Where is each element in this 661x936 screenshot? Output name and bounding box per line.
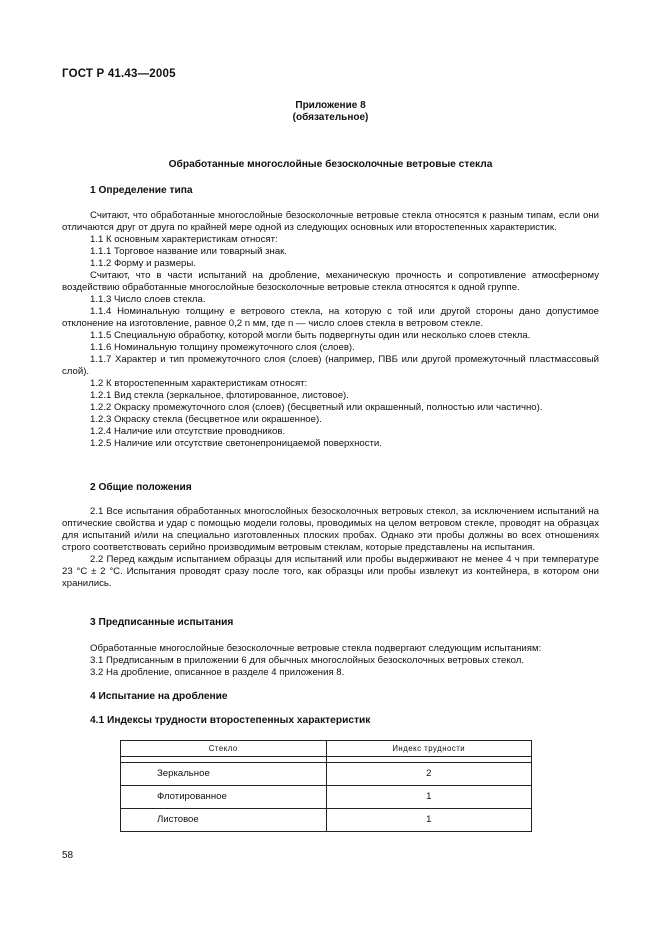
appendix-title: Приложение 8 [295, 100, 366, 111]
paragraph: 1.1.4 Номинальную толщину e ветрового стекла, на которую с той или другой стороны дано допустимое отклонение на изготовление, равное 0,2 n мм, где n — число слоев стекла в ветровом стекле. [62, 306, 599, 329]
table-cell-index: 2 [326, 763, 532, 786]
document-title: Обработанные многослойные безосколочные ветровые стекла [168, 159, 493, 170]
section-3-body [62, 643, 599, 679]
list-item: 1.2.3 Окраску стекла (бесцветное или окрашенное). [90, 414, 322, 425]
column-header-glass: Стекло [121, 741, 327, 757]
table-cell-glass: Флотированное [121, 786, 327, 809]
section-1-body [62, 210, 599, 450]
section-heading: 3 Предписанные испытания [90, 617, 234, 628]
list-item: 1.1 К основным характеристикам относят: [90, 234, 278, 245]
section-heading: 1 Определение типа [90, 185, 193, 196]
list-item: 1.2.1 Вид стекла (зеркальное, флотированное, листовое). [90, 390, 349, 401]
paragraph: Считают, что в части испытаний на дробление, механическую прочность и сопротивление атмосферному воздействию обработанные многослойные безосколочные ветровые стекла относятся к одной группе. [62, 270, 599, 293]
paragraph: 1.1.7 Характер и тип промежуточного слоя (слоев) (например, ПВБ или другой промежуточный пластмассовый слой). [62, 354, 599, 377]
list-item: 1.2.2 Окраску промежуточного слоя (слоев) (бесцветный или окрашенный, полностью или частично). [90, 402, 543, 413]
subsection-heading: 4.1 Индексы трудности второстепенных характеристик [90, 715, 371, 726]
list-item: 3.2 На дробление, описанное в разделе 4 приложения 8. [90, 667, 345, 678]
page-number: 58 [62, 850, 74, 861]
list-item: 1.2 К второстепенным характеристикам относят: [90, 378, 308, 389]
appendix-subtitle: (обязательное) [292, 112, 369, 123]
paragraph: 2.1 Все испытания обработанных многослойных безосколочных ветровых стекол, за исключением испытаний на оптические свойства и удар с помощью модели головы, проводимых на целом ветровом стекле, проводят на образцах для испытаний и/или на специально изготовленных плоских пробах. Однако эти пробы должны во всех отношениях строго соответствовать серийно производимым ветровым стеклам, которые представлены на испытания. [62, 506, 599, 553]
table-cell-glass: Зеркальное [121, 763, 327, 786]
section-3-heading-block [62, 617, 599, 629]
column-header-index: Индекс трудности [326, 741, 532, 757]
appendix-label [0, 100, 661, 124]
list-item: 1.1.6 Номинальную толщину промежуточного слоя (слоев). [90, 342, 355, 353]
table-cell-glass: Листовое [121, 809, 327, 832]
list-item: 3.1 Предписанным в приложении 6 для обычных многослойных безосколочных ветровых стекол. [90, 655, 525, 666]
table-row [121, 763, 532, 786]
paragraph: 2.2 Перед каждым испытанием образцы для испытаний или пробы выдерживают не менее 4 ч при температуре 23 °С ± 2 °С. Испытания проводят сразу после того, как образцы или пробы извлекут из контейнера, в котором они хранились. [62, 554, 599, 589]
table-row [121, 786, 532, 809]
document-header: ГОСТ Р 41.43—2005 [62, 68, 176, 80]
list-item: 1.2.4 Наличие или отсутствие проводников. [90, 426, 286, 437]
table-cell-index: 1 [326, 809, 532, 832]
list-item: 1.1.2 Форму и размеры. [90, 258, 196, 269]
paragraph: Считают, что обработанные многослойные безосколочные ветровые стекла относятся к разным типам, если они отличаются друг от друга по крайней мере одной из следующих основных или второстепенных характеристик. [62, 210, 599, 233]
list-item: 1.1.3 Число слоев стекла. [90, 294, 206, 305]
section-2-body [62, 506, 599, 590]
list-item: 1.2.5 Наличие или отсутствие светонепроницаемой поверхности. [90, 438, 382, 449]
difficulty-index-table [120, 740, 532, 832]
section-4-heading-block [62, 691, 599, 703]
section-2-heading-block [62, 482, 599, 494]
subsection-4-1-block [62, 715, 599, 727]
table-header-row [121, 741, 532, 757]
table-cell-index: 1 [326, 786, 532, 809]
section-1-heading-block [62, 185, 599, 197]
section-heading: 2 Общие положения [90, 482, 192, 493]
list-item: 1.1.1 Торговое название или товарный знак. [90, 246, 288, 257]
paragraph: Обработанные многослойные безосколочные ветровые стекла подвергают следующим испытаниям: [90, 643, 542, 654]
table-row [121, 809, 532, 832]
section-heading: 4 Испытание на дробление [90, 691, 228, 702]
list-item: 1.1.5 Специальную обработку, которой могли быть подвергнуты один или несколько слоев стекла. [90, 330, 531, 341]
